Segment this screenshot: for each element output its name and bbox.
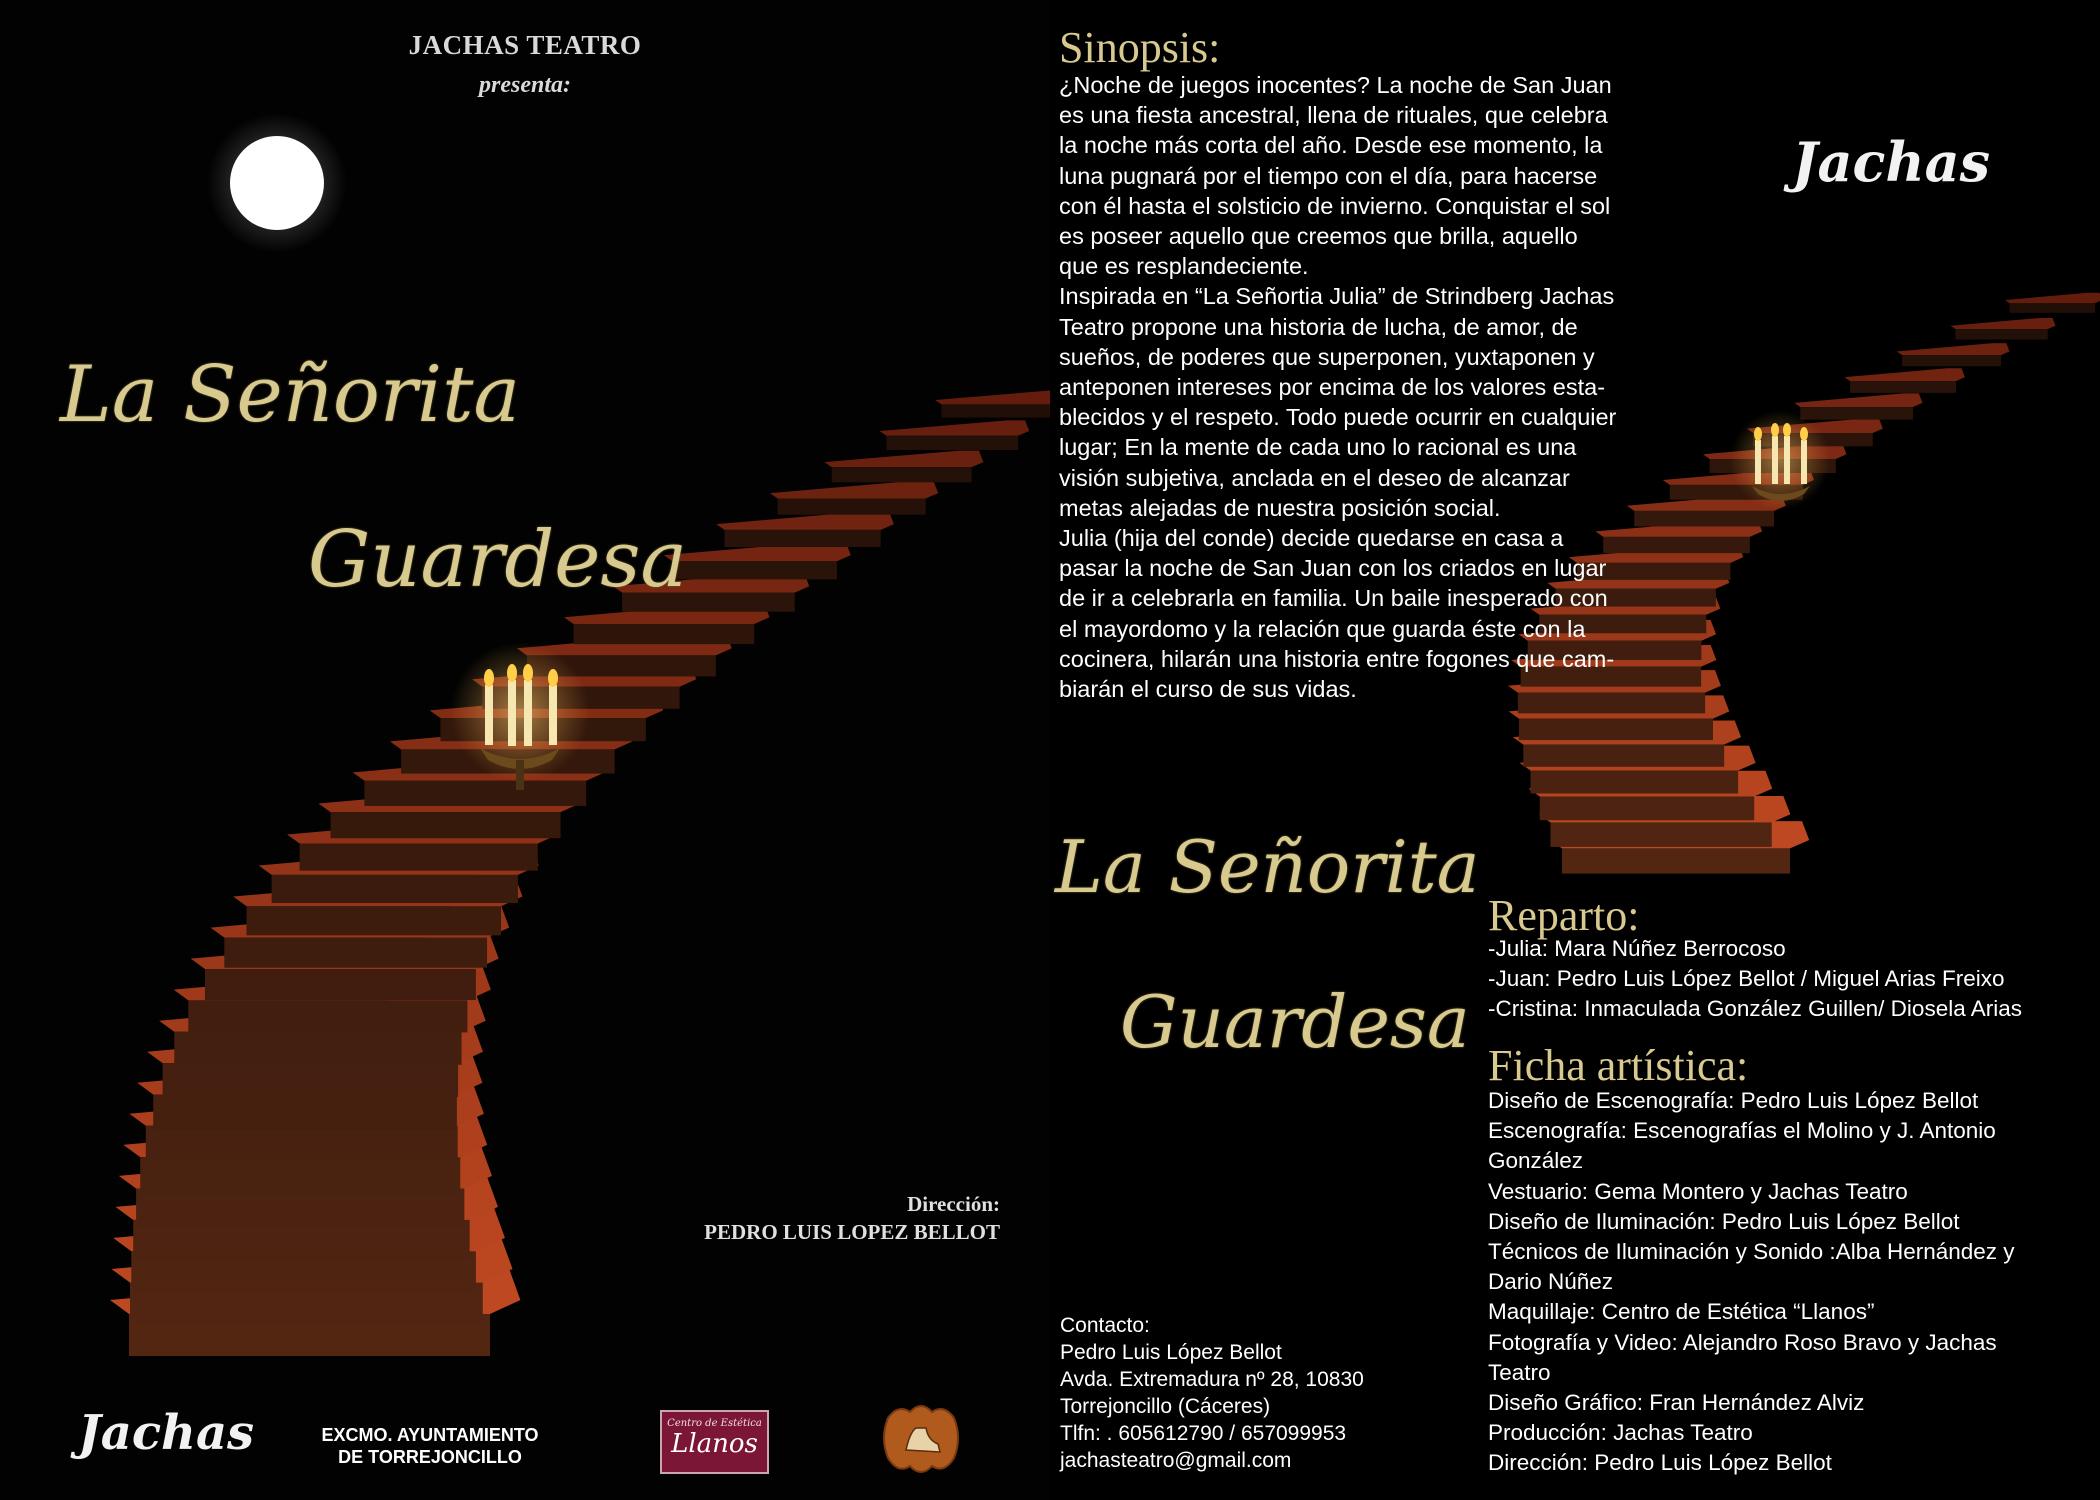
stair-riser bbox=[140, 1157, 460, 1194]
stair-riser bbox=[247, 906, 502, 935]
credit-line: Dario Núñez bbox=[1488, 1269, 1614, 1295]
contact-name: Pedro Luis López Bellot bbox=[1060, 1341, 1282, 1364]
stair-step bbox=[824, 451, 983, 467]
synopsis-line: cocinera, hilarán una historia entre fogones que cam- bbox=[1059, 645, 1615, 672]
cast-heading: Reparto: bbox=[1488, 891, 1640, 940]
synopsis-text bbox=[1059, 70, 1699, 704]
leather-logo-icon bbox=[880, 1398, 962, 1480]
synopsis-line: pasar la noche de San Juan con los criados en lugar bbox=[1059, 555, 1607, 582]
cover-title-line1: La Señorita bbox=[60, 350, 520, 440]
stair-riser bbox=[1523, 745, 1724, 767]
back-cover bbox=[1050, 0, 2100, 1500]
contact-phone: Tlfn: . 605612790 / 657099953 bbox=[1060, 1422, 1347, 1445]
stair-riser bbox=[1955, 329, 2047, 339]
council-line1: EXCMO. AYUNTAMIENTO bbox=[321, 1425, 539, 1445]
stair-riser bbox=[1551, 822, 1772, 846]
stair-step bbox=[1951, 318, 2056, 329]
stair-riser bbox=[1800, 407, 1913, 420]
stair-riser bbox=[1562, 848, 1790, 873]
stair-riser bbox=[163, 1063, 458, 1097]
cast-line: -Cristina: Inmaculada González Guillen/ Diosela Arias bbox=[1488, 996, 2022, 1022]
stair-step bbox=[1794, 393, 1922, 407]
credit-line: Vestuario: Gema Montero y Jachas Teatro bbox=[1488, 1178, 1908, 1204]
stair-riser bbox=[1540, 796, 1754, 820]
cast-line: -Juan: Pedro Luis López Bellot / Miguel Arias Freixo bbox=[1488, 966, 2005, 992]
jachas-logo: Jachas bbox=[78, 1405, 255, 1461]
director-name: PEDRO LUIS LOPEZ BELLOT bbox=[704, 1220, 1000, 1244]
llanos-name: Llanos bbox=[671, 1429, 758, 1459]
stair-step bbox=[2005, 293, 2100, 303]
synopsis-line: el mayordomo y la relación que guarda éste con la bbox=[1059, 615, 1586, 642]
synopsis-line: Inspirada en “La Señortia Julia” de Strindberg Jachas bbox=[1059, 283, 1615, 310]
presents-label: presenta: bbox=[479, 72, 571, 98]
cast-list bbox=[1488, 934, 2022, 1025]
candelabra-icon-small bbox=[1730, 410, 1830, 510]
contact-city: Torrejoncillo (Cáceres) bbox=[1060, 1395, 1271, 1418]
credit-line: González bbox=[1488, 1148, 1584, 1174]
contact-address: Avda. Extremadura nº 28, 10830 bbox=[1060, 1368, 1364, 1391]
credit-line: Diseño de Escenografía: Pedro Luis López Bellot bbox=[1488, 1088, 1979, 1113]
synopsis-line: luna pugnará por el tiempo con el día, para hacerse bbox=[1059, 162, 1598, 189]
credit-line: Producción: Jachas Teatro bbox=[1488, 1420, 1753, 1446]
stair-riser bbox=[153, 1094, 457, 1129]
credit-line: Diseño Gráfico: Fran Hernández Alviz bbox=[1488, 1390, 1865, 1416]
stair-riser bbox=[136, 1189, 464, 1227]
title-line2: Guardesa bbox=[1120, 980, 1470, 1064]
stair-riser bbox=[224, 938, 487, 968]
synopsis-line: sueños, de poderes que superponen, yuxtaponen y bbox=[1059, 343, 1595, 370]
synopsis-line: de ir a celebrarla en familia. Un baile inesperado con bbox=[1059, 585, 1608, 612]
stair-riser bbox=[673, 561, 837, 579]
credit-line: Escenografía: Escenografías el Molino y J. Antonio bbox=[1488, 1118, 1996, 1144]
stair-riser bbox=[146, 1126, 458, 1162]
stair-riser bbox=[188, 1000, 467, 1032]
stair-riser bbox=[331, 812, 561, 838]
cast-line: -Julia: Mara Núñez Berrocoso bbox=[1488, 936, 1786, 961]
moon bbox=[230, 136, 324, 230]
council-logo bbox=[300, 1424, 560, 1468]
synopsis-line: metas alejadas de nuestra posición social. bbox=[1059, 494, 1501, 521]
jachas-brand: Jachas bbox=[1792, 130, 1991, 194]
credit-line: Técnicos de Iluminación y Sonido :Alba Hernández y bbox=[1488, 1239, 2015, 1265]
stair-riser bbox=[1850, 381, 1956, 393]
synopsis-line: es poseer aquello que creemos que brilla, aquello bbox=[1059, 223, 1578, 250]
company-name: JACHAS TEATRO bbox=[408, 30, 642, 60]
stair-riser bbox=[942, 404, 1051, 417]
synopsis-line: la noche más corta del año. Desde ese momento, la bbox=[1059, 132, 1603, 159]
synopsis-line: ¿Noche de juegos inocentes? La noche de San Juan bbox=[1059, 72, 1612, 98]
stair-riser bbox=[272, 875, 518, 903]
synopsis-line: es una fiesta ancestral, llena de rituales, que celebra bbox=[1059, 102, 1608, 129]
stair-riser bbox=[1519, 719, 1713, 740]
synopsis-line: Julia (hija del conde) decide quedarse en casa a bbox=[1059, 525, 1564, 552]
council-line2: DE TORREJONCILLO bbox=[338, 1447, 522, 1467]
stair-step bbox=[1845, 368, 1965, 381]
llanos-logo bbox=[660, 1410, 769, 1474]
stair-riser bbox=[1902, 355, 2001, 366]
synopsis-line: visión subjetiva, anclada en el deseo de alcanzar bbox=[1059, 464, 1570, 491]
synopsis-line: con él hasta el solsticio de invierno. Conquistar el sol bbox=[1059, 192, 1611, 219]
stair-riser bbox=[364, 781, 586, 806]
synopsis-line: que es resplandeciente. bbox=[1059, 253, 1309, 280]
stair-step bbox=[1897, 343, 2010, 355]
stair-riser bbox=[2010, 303, 2096, 313]
synopsis-line: lugar; En la mente de cada uno lo racional es una bbox=[1059, 434, 1577, 461]
stair-riser bbox=[832, 467, 972, 482]
synopsis-line: biarán el curso de sus vidas. bbox=[1059, 676, 1357, 703]
stair-riser bbox=[778, 498, 926, 514]
synopsis-line: anteponen intereses por encima de los valores esta- bbox=[1059, 374, 1606, 401]
contact-label: Contacto: bbox=[1060, 1314, 1150, 1337]
contact-email[interactable]: jachasteatro@gmail.com bbox=[1060, 1449, 1292, 1472]
credit-line: Dirección: Pedro Luis López Bellot bbox=[1488, 1450, 1832, 1476]
direction-label: Dirección: bbox=[907, 1192, 1000, 1216]
stair-riser bbox=[886, 436, 1018, 450]
stair-riser bbox=[724, 530, 880, 547]
credit-line: Maquillaje: Centro de Estética “Llanos” bbox=[1488, 1299, 1875, 1325]
stair-step bbox=[880, 420, 1030, 435]
credit-line: Diseño de Iluminación: Pedro Luis López Bellot bbox=[1488, 1208, 1960, 1234]
contact-block bbox=[1060, 1312, 1364, 1474]
stair-riser bbox=[300, 844, 538, 871]
cover-title-line2: Guardesa bbox=[308, 515, 687, 605]
stair-step bbox=[770, 481, 938, 499]
credits-heading: Ficha artística: bbox=[1488, 1041, 1749, 1090]
stair-riser bbox=[174, 1032, 461, 1065]
synopsis-line: blecidos y el respeto. Todo puede ocurrir en cualquier bbox=[1059, 404, 1617, 431]
stair-step bbox=[935, 390, 1050, 404]
credit-line: Fotografía y Video: Alejandro Roso Bravo y Jachas bbox=[1488, 1329, 1997, 1355]
title-line1: La Señorita bbox=[1055, 825, 1480, 909]
credit-line: Teatro bbox=[1488, 1359, 1551, 1385]
synopsis-heading: Sinopsis: bbox=[1059, 23, 1221, 72]
stair-riser bbox=[573, 624, 754, 644]
credits-list bbox=[1488, 1086, 2015, 1479]
stair-riser bbox=[1530, 771, 1738, 794]
synopsis-line: Teatro propone una historia de lucha, de amor, de bbox=[1059, 313, 1578, 340]
llanos-subtitle: Centro de Estética bbox=[667, 1418, 762, 1429]
stair-riser bbox=[205, 969, 476, 1000]
